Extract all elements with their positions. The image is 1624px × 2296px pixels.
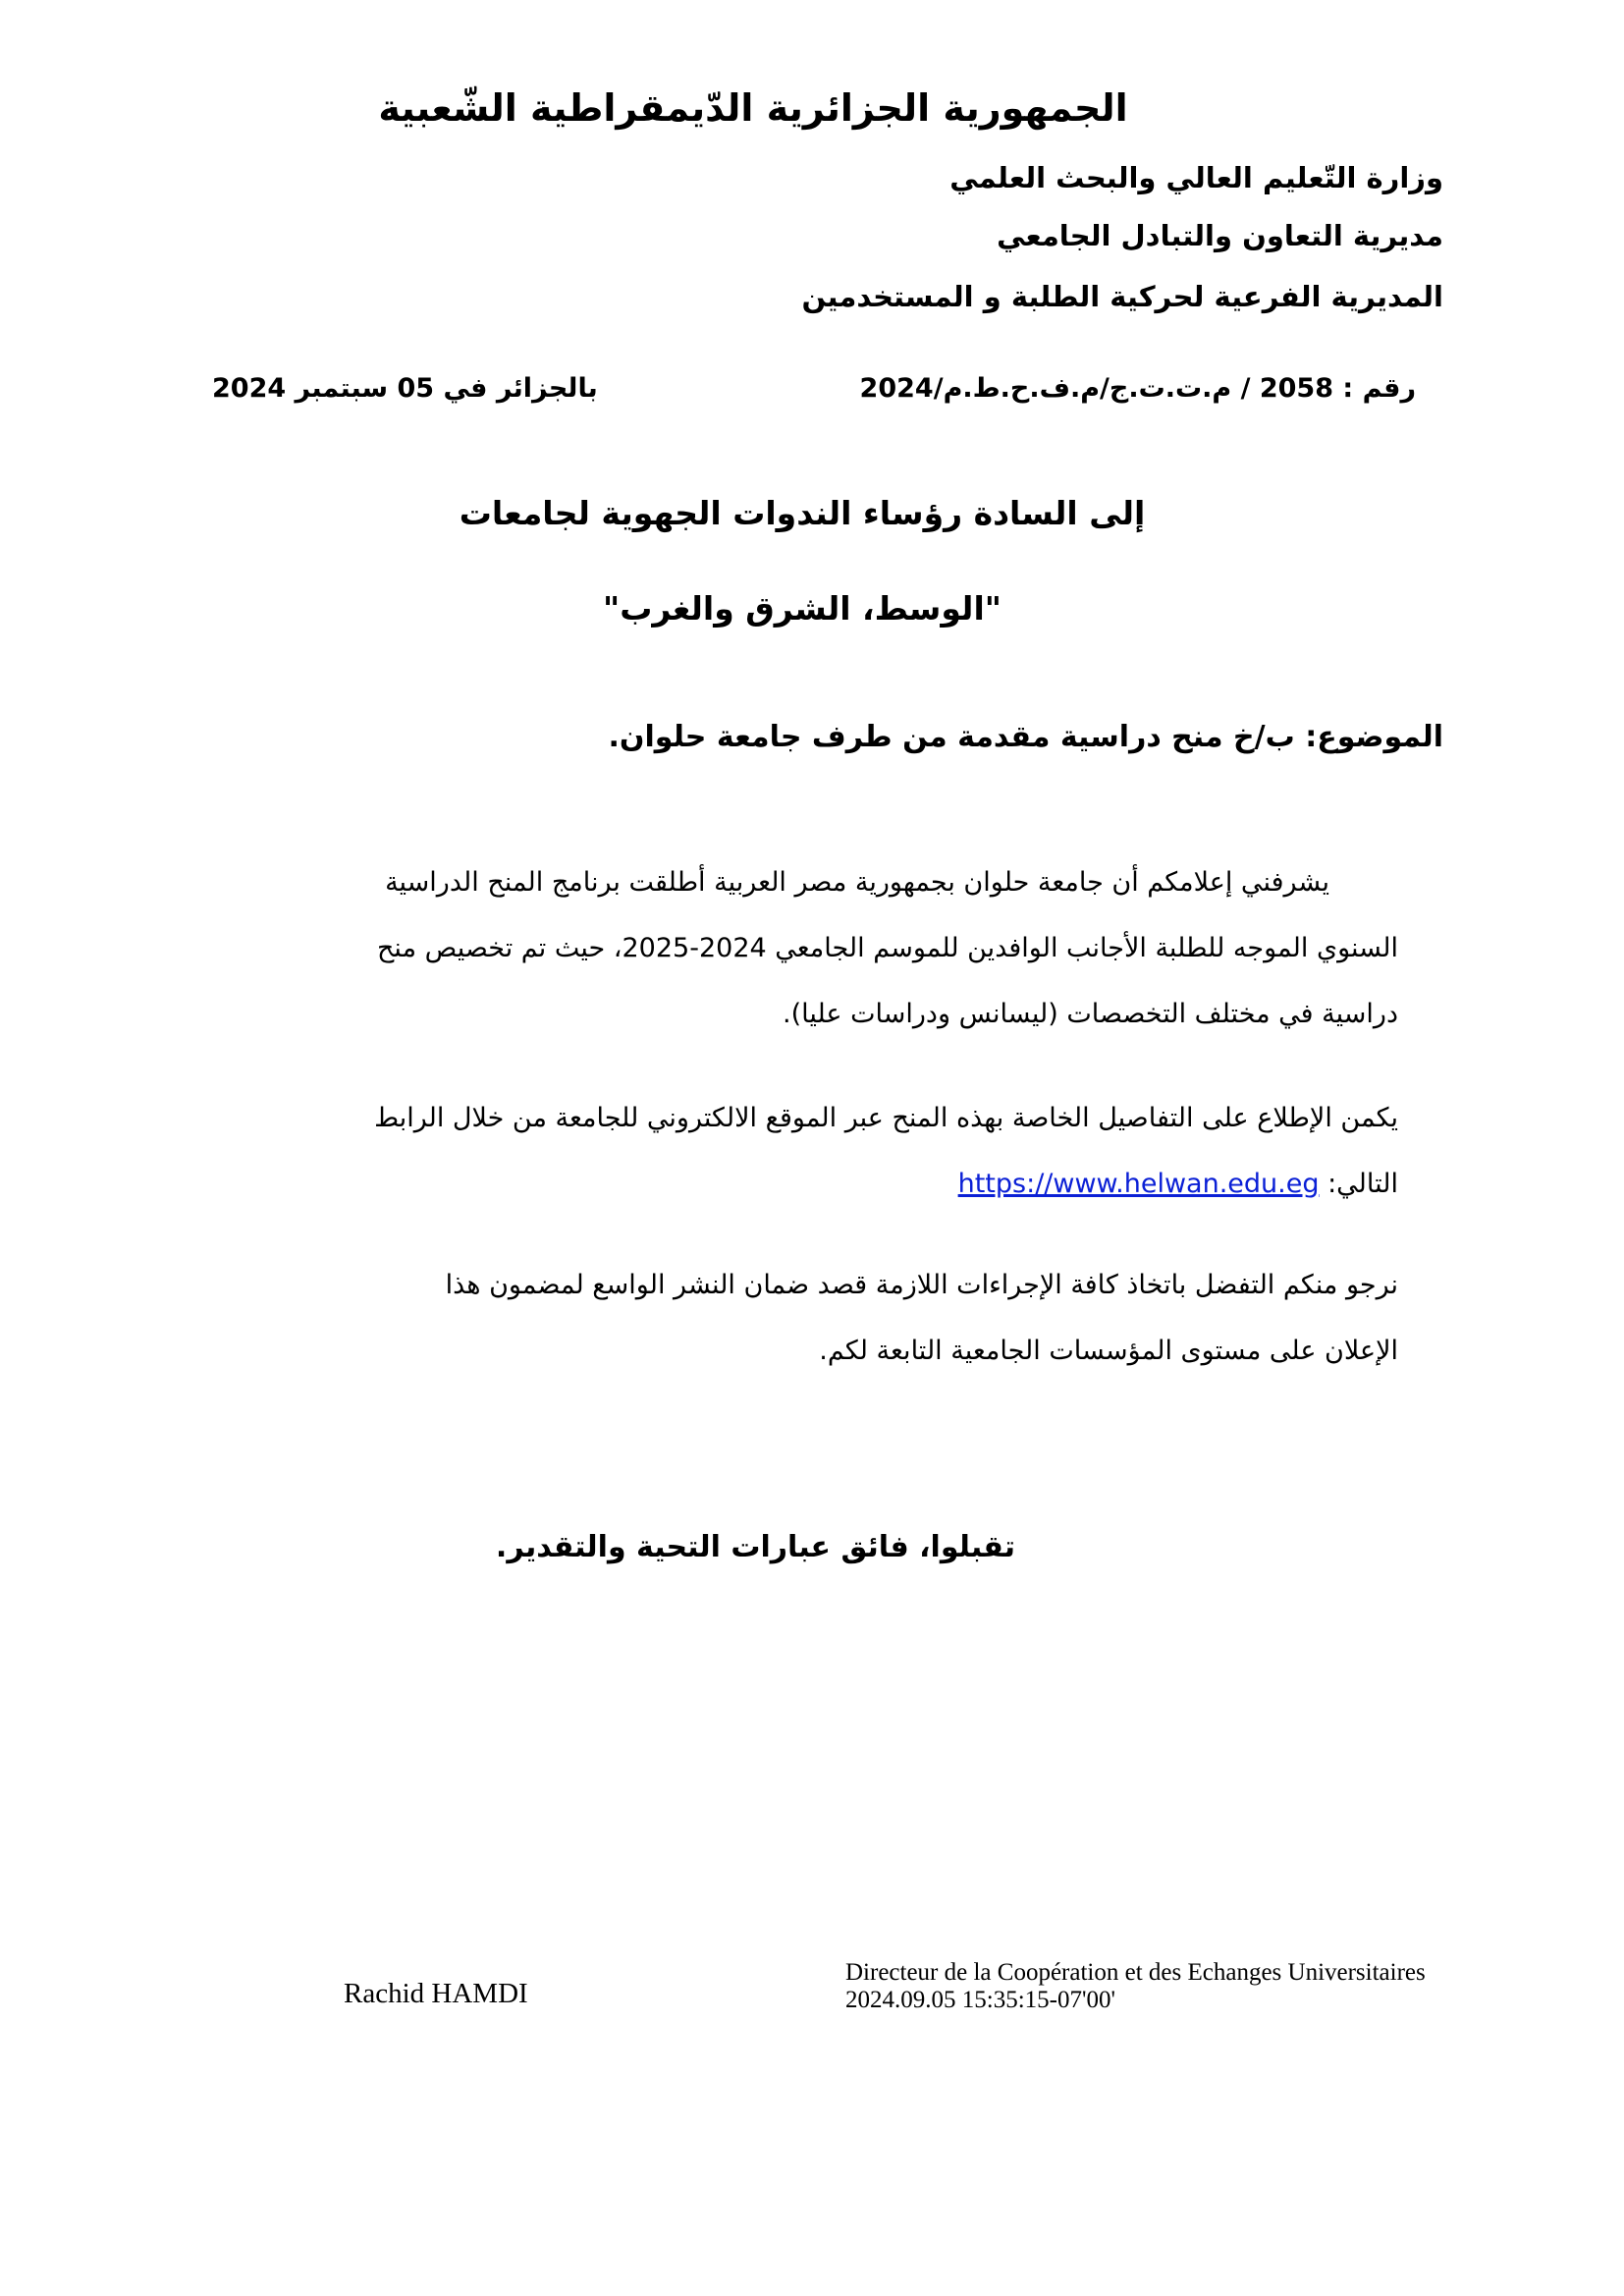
addressee-line-1	[0, 494, 1624, 532]
paragraph-line: دراسية في مختلف التخصصات (ليسانس ودراسات عليا).	[783, 999, 1398, 1029]
addressee-line-1-text: إلى السادة رؤساء الندوات الجهوية لجامعات	[459, 494, 1146, 532]
body-paragraph-2	[190, 1085, 1398, 1217]
place-and-date: بالجزائر في 05 سبتمبر 2024	[212, 373, 598, 404]
paragraph-line: يكمن الإطلاع على التفاصيل الخاصة بهذه المنح عبر الموقع الالكتروني للجامعة من خلال الرابط	[374, 1103, 1398, 1133]
body-paragraph-3	[190, 1252, 1398, 1384]
sub-directorate-name: المديرية الفرعية لحركية الطلبة و المستخدمين	[801, 280, 1443, 313]
university-website-link[interactable]: https://www.helwan.edu.eg	[957, 1169, 1320, 1199]
addressee-line-2	[0, 589, 1624, 628]
addressee-line-2-text: "الوسط، الشرق والغرب"	[603, 589, 1001, 628]
subject-line: الموضوع: ب/خ منح دراسية مقدمة من طرف جامعة حلوان.	[608, 720, 1443, 754]
paragraph-line-with-link	[190, 1151, 1398, 1217]
country-heading	[0, 86, 1624, 130]
body-paragraph-1	[190, 849, 1398, 1047]
signatory-name: Rachid HAMDI	[344, 1978, 528, 2009]
ministry-name: وزارة التّعليم العالي والبحث العلمي	[949, 161, 1443, 194]
paragraph-line: يشرفني إعلامكم أن جامعة حلوان بجمهورية مصر العربية أطلقت برنامج المنح الدراسية	[385, 867, 1329, 898]
signature-timestamp: 2024.09.05 15:35:15-07'00'	[845, 1987, 1115, 2013]
country-heading-text: الجمهورية الجزائرية الدّيمقراطية الشّعبية	[378, 86, 1128, 130]
digital-signature-block	[845, 1959, 1426, 2014]
reference-number: رقم : 2058 / م.ت.ت.ج/م.ف.ح.ط.م/2024	[859, 373, 1416, 404]
signatory-title: Directeur de la Coopération et des Echanges Universitaires	[845, 1959, 1426, 1986]
paragraph-line-text: التالي:	[1319, 1169, 1398, 1199]
paragraph-line: نرجو منكم التفضل باتخاذ كافة الإجراءات اللازمة قصد ضمان النشر الواسع لمضمون هذا	[445, 1270, 1398, 1300]
paragraph-line: الإعلان على مستوى المؤسسات الجامعية التابعة لكم.	[819, 1336, 1398, 1366]
directorate-name: مديرية التعاون والتبادل الجامعي	[997, 219, 1443, 252]
paragraph-line: السنوي الموجه للطلبة الأجانب الوافدين للموسم الجامعي 2024-2025، حيث تم تخصيص منح	[377, 933, 1398, 963]
closing-salutation: تقبلوا، فائق عبارات التحية والتقدير.	[495, 1530, 1015, 1564]
